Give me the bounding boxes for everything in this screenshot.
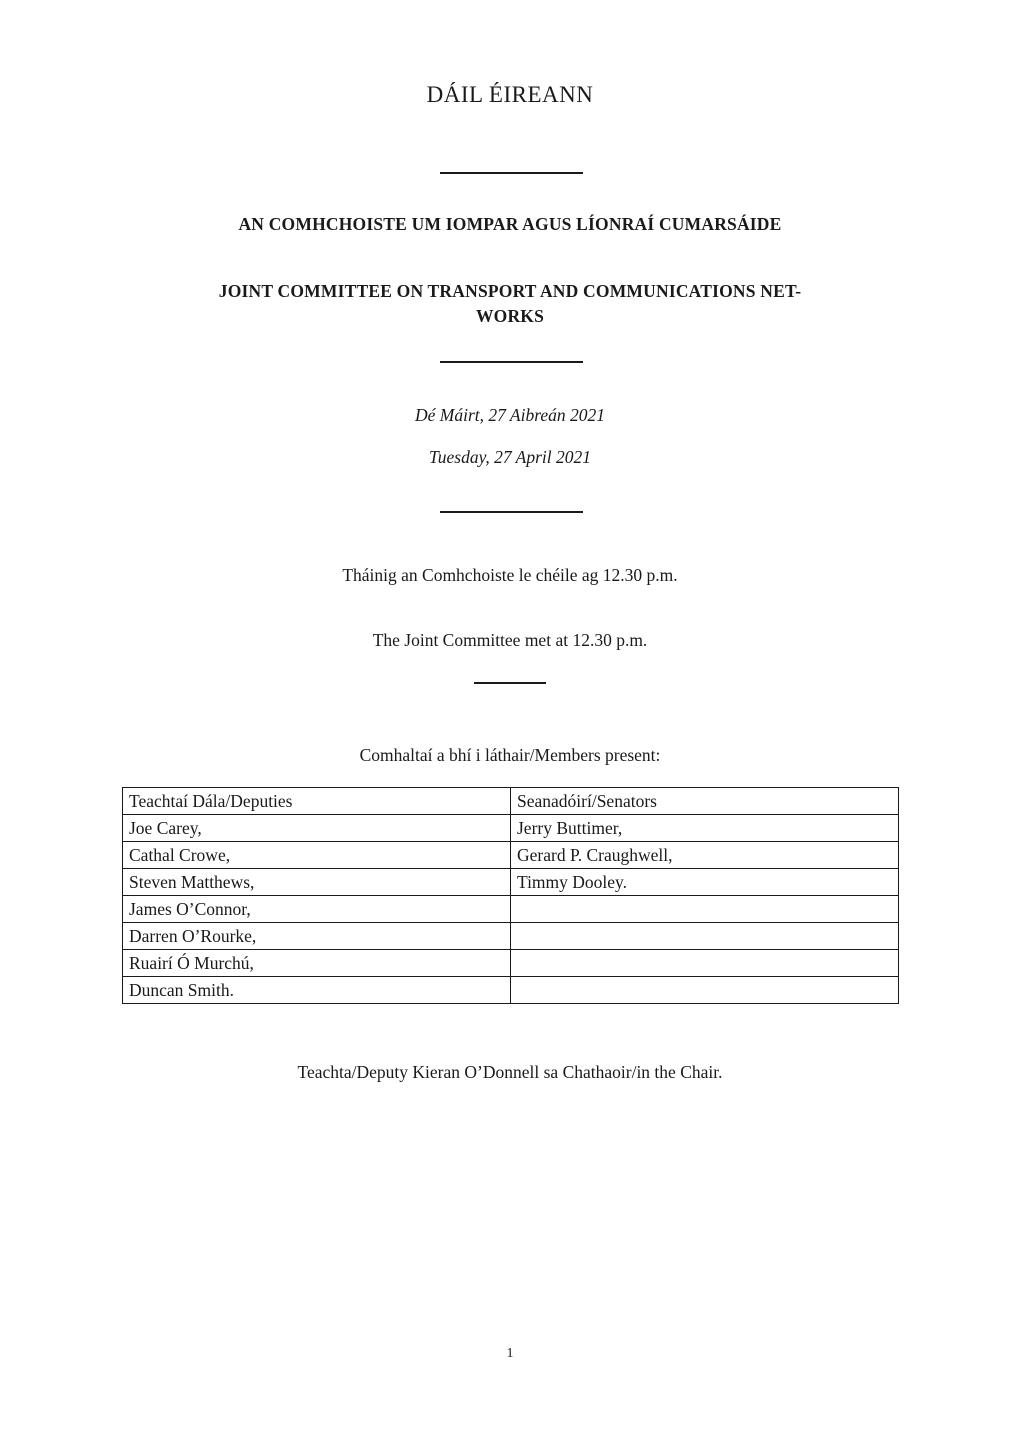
- deputy-cell: Joe Carey,: [123, 815, 511, 842]
- members-present-label: Comhaltaí a bhí i láthair/Members present:: [359, 745, 661, 765]
- deputy-cell: Steven Matthews,: [123, 869, 511, 896]
- meeting-time-irish: Tháinig an Comhchoiste le chéile ag 12.30 p.m.: [342, 565, 678, 585]
- deputy-cell: Ruairí Ó Murchú,: [123, 950, 511, 977]
- table-row: [123, 896, 899, 923]
- table-row: [123, 869, 899, 896]
- deputy-cell: Cathal Crowe,: [123, 842, 511, 869]
- members-table: [122, 787, 899, 1004]
- table-header-row: [123, 788, 899, 815]
- divider-rule: [440, 361, 583, 363]
- table-row: [123, 977, 899, 1004]
- senator-cell: Jerry Buttimer,: [511, 815, 899, 842]
- meeting-time-english: The Joint Committee met at 12.30 p.m.: [372, 630, 648, 650]
- senator-cell: [511, 923, 899, 950]
- date-english: Tuesday, 27 April 2021: [428, 447, 592, 467]
- divider-rule-short: [474, 682, 546, 684]
- table-row: [123, 815, 899, 842]
- deputy-cell: Darren O’Rourke,: [123, 923, 511, 950]
- committee-name-english: [0, 279, 1020, 329]
- committee-name-english-line1: JOINT COMMITTEE ON TRANSPORT AND COMMUNICATIONS NET-: [218, 281, 802, 301]
- senator-cell: Gerard P. Craughwell,: [511, 842, 899, 869]
- committee-name-irish: AN COMHCHOISTE UM IOMPAR AGUS LÍONRAÍ CUMARSÁIDE: [238, 214, 782, 234]
- deputy-cell: Duncan Smith.: [123, 977, 511, 1004]
- divider-rule: [440, 511, 583, 513]
- chair-statement: Teachta/Deputy Kieran O’Donnell sa Chathaoir/in the Chair.: [297, 1062, 723, 1082]
- senator-cell: Timmy Dooley.: [511, 869, 899, 896]
- deputy-cell: James O’Connor,: [123, 896, 511, 923]
- divider-rule: [440, 172, 583, 174]
- table-row: [123, 842, 899, 869]
- header-deputies: Teachtaí Dála/Deputies: [123, 788, 511, 815]
- table-row: [123, 923, 899, 950]
- senator-cell: [511, 950, 899, 977]
- header-senators: Seanadóirí/Senators: [511, 788, 899, 815]
- table-row: [123, 950, 899, 977]
- date-irish: Dé Máirt, 27 Aibreán 2021: [414, 405, 606, 425]
- committee-name-english-line2: WORKS: [475, 306, 545, 326]
- senator-cell: [511, 977, 899, 1004]
- page-number: 1: [506, 1346, 514, 1361]
- senator-cell: [511, 896, 899, 923]
- document-title: DÁIL ÉIREANN: [426, 82, 594, 107]
